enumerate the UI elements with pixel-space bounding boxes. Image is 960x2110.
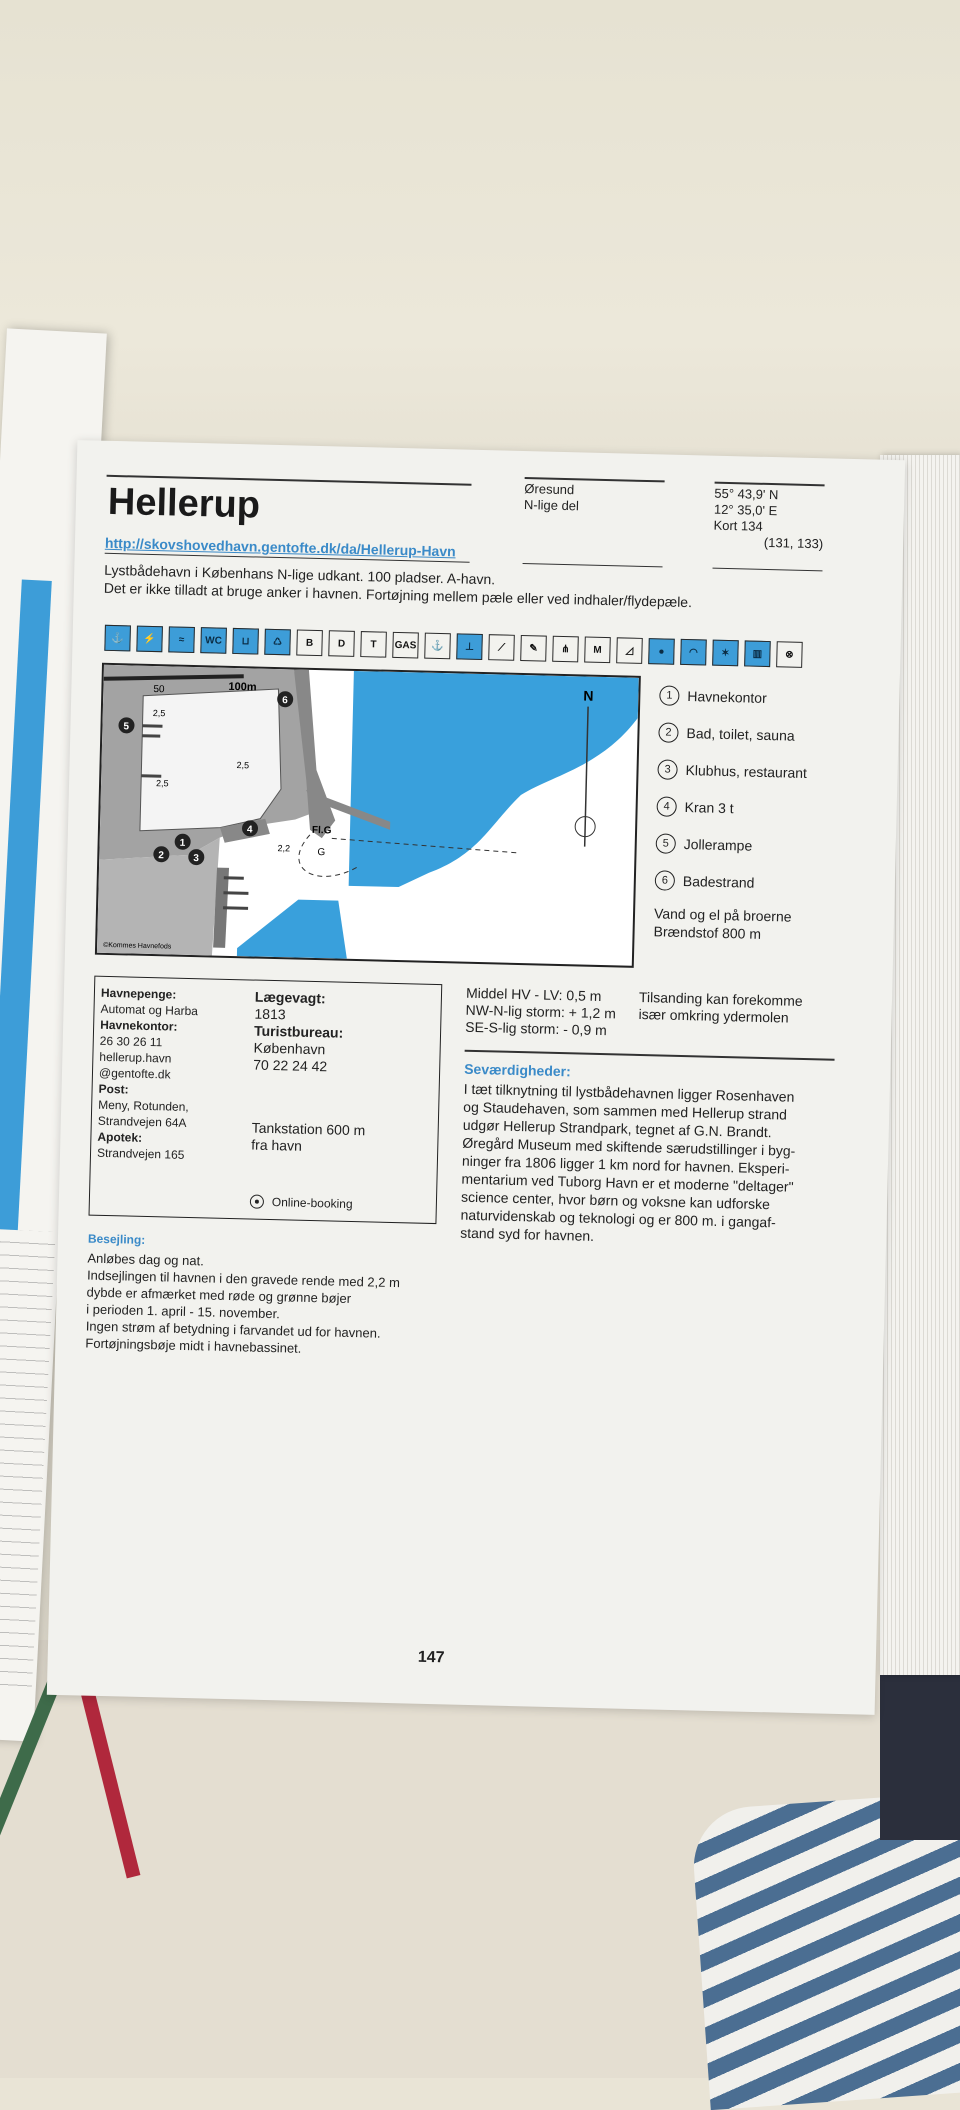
text-line: science center, hvor børn og voksne kan udforske <box>461 1188 841 1215</box>
slipway-icon: ⟋ <box>488 634 515 661</box>
diesel-icon: D <box>328 630 355 657</box>
legend-number: 4 <box>656 796 676 816</box>
dark-object <box>880 1660 960 1840</box>
legend-item <box>658 713 859 755</box>
text-line: naturvidenskab og teknologi og er 800 m. i gangaf- <box>460 1206 840 1233</box>
wifi-icon: ◠ <box>680 639 707 666</box>
map-legend <box>654 676 859 903</box>
grill-icon: ● <box>648 638 675 665</box>
water-power-note: Vand og el på broerne Brændstof 800 m <box>653 904 854 945</box>
north-label: N <box>583 688 594 704</box>
legend-label: Bad, toilet, sauna <box>686 725 795 744</box>
sights-heading: Seværdigheder: <box>464 1060 844 1087</box>
text-line: og Staudehaven, som sammen med Hellerup strand <box>463 1098 843 1125</box>
svg-text:3: 3 <box>193 853 199 864</box>
legend-label: Kran 3 t <box>684 799 733 816</box>
legend-label: Jollerampe <box>684 836 753 854</box>
workshop-icon: ✎ <box>520 635 547 662</box>
legend-number: 1 <box>659 685 679 705</box>
laundry-icon: ▥ <box>744 640 771 667</box>
harbour-intro: Lystbådehavn i Københans N-lige udkant. 100 pladser. A-havn. Det er ikke tilladt at bruge anker i havnen. Fortøjning mellem pæle eller ved indhaler/flydepæle. <box>104 561 845 615</box>
legend-item <box>657 750 858 792</box>
legend-number: 2 <box>658 722 678 742</box>
legend-number: 6 <box>655 870 675 890</box>
legend-label: Havnekontor <box>687 688 767 706</box>
depth-label: 2,2 <box>277 843 290 853</box>
scale-label-100m: 100m <box>228 681 257 694</box>
page-number: 147 <box>418 1649 445 1668</box>
svg-text:4: 4 <box>247 824 253 835</box>
text-line: Ingen strøm af betydning i farvandet ud for havnen. <box>86 1318 446 1344</box>
book-page <box>47 440 905 1715</box>
trolley-icon: ⊔ <box>232 628 259 655</box>
legend-item <box>659 676 860 718</box>
text-line: dybde er afmærket med røde og grønne bøjer <box>86 1284 446 1310</box>
legend-number: 5 <box>656 833 676 853</box>
depth-label: 2,5 <box>236 760 249 770</box>
sea-area <box>349 671 639 893</box>
approach-section <box>85 1231 448 1361</box>
harbour-title: Hellerup <box>107 481 260 528</box>
light-letter: G <box>317 847 325 858</box>
toilet-icon: WC <box>200 627 227 654</box>
waste-icon: ♺ <box>264 629 291 656</box>
legend-item <box>656 787 857 829</box>
legend-label: Badestrand <box>683 872 755 890</box>
power-icon: ⚡ <box>136 626 163 653</box>
harbour-url-link[interactable]: http://skovshovedhavn.gentofte.dk/da/Hellerup-Havn <box>105 535 456 560</box>
svg-text:6: 6 <box>282 695 288 706</box>
fuel-icon: T <box>360 631 387 658</box>
anchor-icon: ⚓ <box>424 633 451 660</box>
text-line: Anløbes dag og nat. <box>87 1250 447 1276</box>
svg-text:1: 1 <box>180 838 186 849</box>
shipyard-icon: ⋔ <box>552 636 579 663</box>
silting-note: Tilsanding kan forekomme især omkring ydermolen <box>638 989 819 1027</box>
depth-label: 2,5 <box>156 778 169 788</box>
map-credit: ©Kommes Havnefods <box>103 941 172 951</box>
bath-icon: B <box>296 629 323 656</box>
text-line: Øregård Museum med skiftende særudstillinger i byg- <box>462 1134 842 1161</box>
light-label: Fl.G <box>312 825 332 836</box>
region-label: Øresund N-lige del <box>524 481 580 514</box>
svg-text:2: 2 <box>158 850 164 861</box>
pier-icon: ⚓ <box>104 625 131 652</box>
sights-section <box>460 1060 844 1251</box>
playground-icon: ✶ <box>712 640 739 667</box>
text-line: udgør Hellerup Strandpark, tegnet af G.N. Brandt. <box>463 1116 843 1143</box>
target-icon <box>250 1195 264 1209</box>
online-booking: Online-booking <box>250 1195 353 1212</box>
text-line: mentarium ved Tuborg Havn er et moderne "deltager" <box>461 1170 841 1197</box>
text-line: Indsejlingen til havnen i den gravede rende med 2,2 m <box>87 1267 447 1293</box>
water-icon: ≈ <box>168 626 195 653</box>
harbour-map <box>95 663 641 968</box>
legend-item <box>655 824 856 866</box>
text-line: stand syd for havnen. <box>460 1224 840 1251</box>
text-line: Fortøjningsbøje midt i havnebassinet. <box>85 1335 445 1361</box>
depth-label: 2,5 <box>153 708 166 718</box>
scale-label-50: 50 <box>153 684 165 695</box>
legend-item <box>654 861 855 903</box>
legend-label: Klubhus, restaurant <box>685 762 807 781</box>
svg-text:5: 5 <box>123 721 129 732</box>
text-line: I tæt tilknytning til lystbådehavnen ligger Rosenhaven <box>464 1080 844 1107</box>
museum-icon: M <box>584 637 611 664</box>
approach-heading: Besejling: <box>88 1231 448 1257</box>
text-line: i perioden 1. april - 15. november. <box>86 1301 446 1327</box>
sail-icon: ◿ <box>616 637 643 664</box>
gas-icon: GAS <box>392 632 419 659</box>
text-line: ninger fra 1806 ligger 1 km nord for havnen. Eksperi- <box>462 1152 842 1179</box>
practical-info-box: Havnepenge: Automat og Harba Havnekontor: 26 30 26 11 hellerup.havn @gentofte.dk Post: Meny, Rotunden, Strandvejen 64A Apotek: Strandvejen 165 Lægevagt: 1813 Turistbureau: København 70 22 24 42 Tankstation 600 m fra havn Online-booking <box>89 976 443 1224</box>
crane-icon: ⊥ <box>456 633 483 660</box>
bicycle-icon: ⊗ <box>776 641 803 668</box>
coordinates: 55° 43,9' N 12° 35,0' E Kort 134 (131, 133) <box>713 486 825 553</box>
harbour-map-svg <box>97 665 639 966</box>
tide-info: Middel HV - LV: 0,5 m NW-N-lig storm: + 1,2 m SE-S-lig storm: - 0,9 m <box>465 985 616 1040</box>
legend-number: 3 <box>657 759 677 779</box>
facility-icon-row <box>104 625 802 668</box>
